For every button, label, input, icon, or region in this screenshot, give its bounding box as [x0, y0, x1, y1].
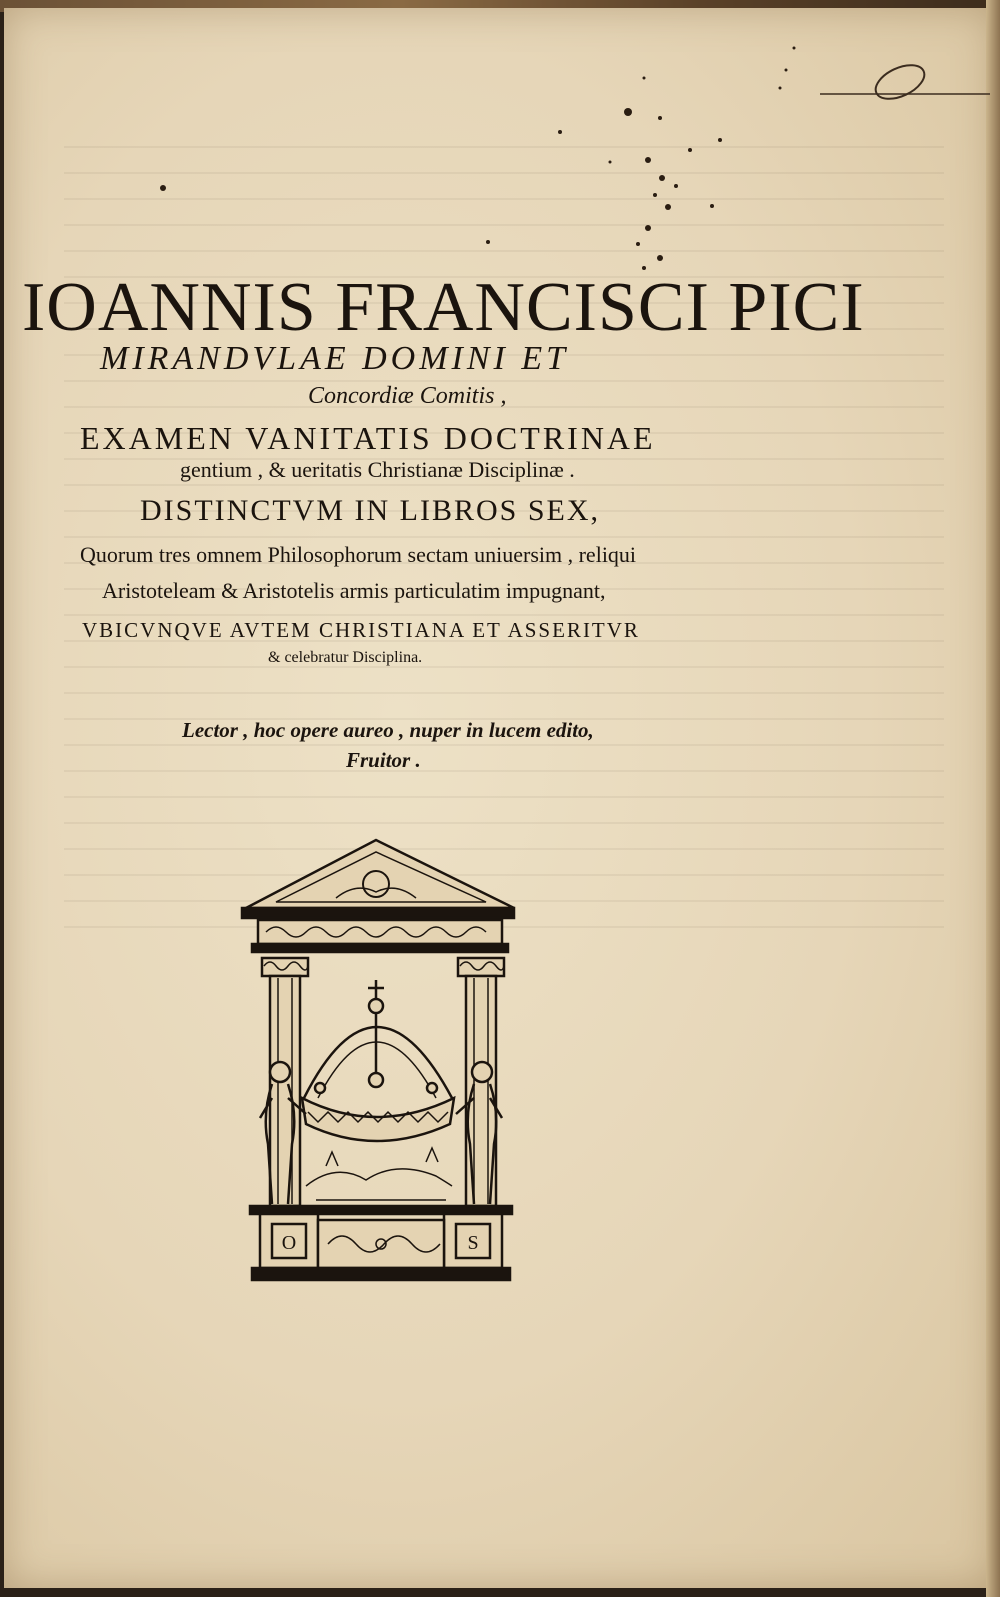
description-line-2: Aristoteleam & Aristotelis armis particulatim impugnant, [102, 578, 606, 603]
pen-mark [820, 50, 990, 110]
description-line-1: Quorum tres omnem Philosophorum sectam uniuersim , reliqui [80, 542, 637, 567]
work-title-cont: gentium , & ueritatis Christianæ Disciplinæ . [180, 457, 575, 482]
books-division: DISTINCTVM IN LIBROS SEX, [140, 494, 601, 527]
author-county: Concordiæ Comitis , [308, 383, 507, 409]
device-letter-left: O [281, 1232, 297, 1254]
ink-specks [0, 0, 1000, 300]
description-line-4: & celebratur Disciplina. [268, 649, 423, 666]
author-name: IOANNIS FRANCISCI PICI [22, 269, 865, 346]
work-title: EXAMEN VANITATIS DOCTRINAE [80, 420, 656, 456]
description-line-3: VBICVNQVE AVTEM CHRISTIANA ET ASSERITVR [82, 618, 640, 642]
reader-note-end: Fruitor . [346, 748, 421, 772]
reader-note: Lector , hoc opere aureo , nuper in lucem edito, [182, 718, 594, 742]
printers-device-woodcut [236, 836, 526, 1288]
device-letter-right: S [467, 1232, 479, 1254]
author-title: MIRANDVLAE DOMINI ET [100, 340, 570, 377]
